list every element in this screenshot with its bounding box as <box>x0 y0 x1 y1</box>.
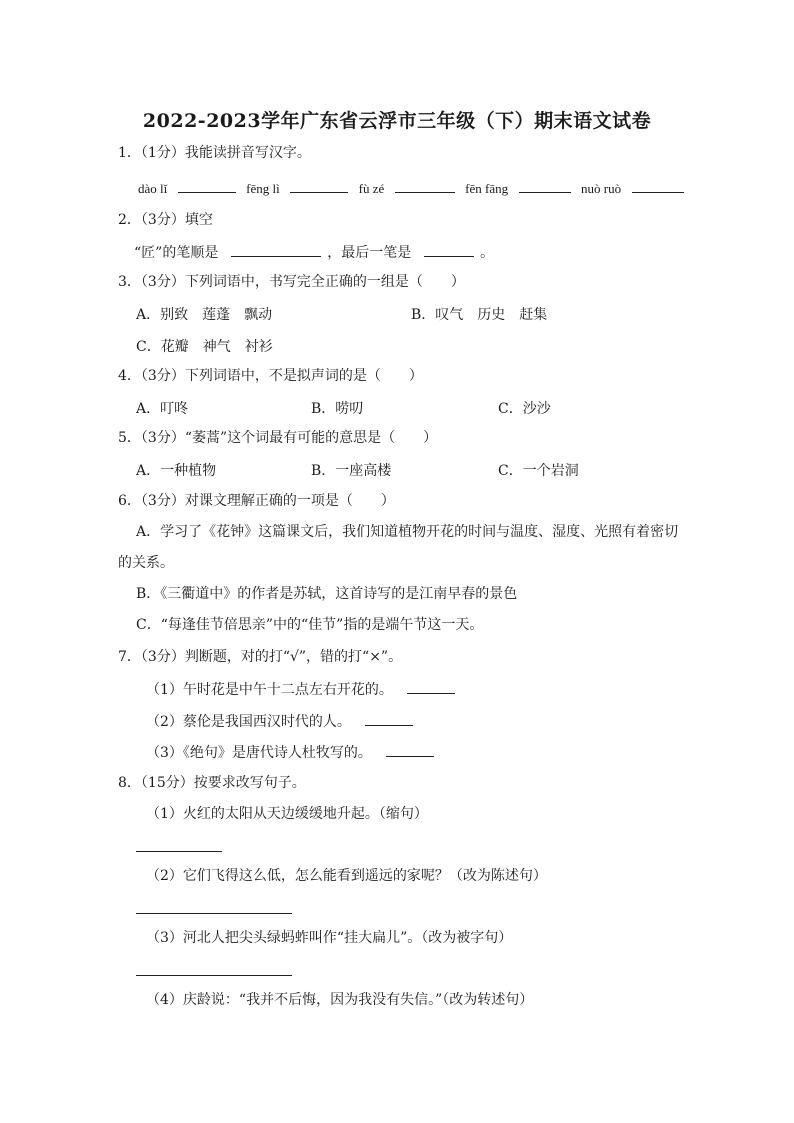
question-4-option-a[interactable]: A．叮咚 <box>136 401 189 417</box>
question-2-text-b: ，最后一笔是 <box>327 245 412 261</box>
answer-line[interactable] <box>136 974 292 976</box>
answer-blank[interactable] <box>386 742 434 757</box>
question-6-option-a[interactable]: A．学习了《花钟》这篇课文后，我们知道植物开花的时间与温度、湿度、光照有着密切 <box>136 524 679 540</box>
question-5-option-a[interactable]: A．一种植物 <box>136 463 217 479</box>
question-8-item-1: （1）火红的太阳从天边缓缓地升起。（缩句） <box>146 806 428 822</box>
answer-blank[interactable] <box>178 178 236 193</box>
question-3-option-c[interactable]: C．花瓣 神气 衬衫 <box>136 339 273 355</box>
question-7-item-3-text: （3）《绝句》是唐代诗人杜牧写的。 <box>146 745 372 761</box>
question-2-text-a: “匠”的笔顺是 <box>134 245 219 261</box>
page-title: 2022-2023学年广东省云浮市三年级（下）期末语文试卷 <box>142 110 652 132</box>
question-5-option-b[interactable]: B．一座高楼 <box>311 463 392 479</box>
question-5-option-c[interactable]: C．一个岩洞 <box>498 463 579 479</box>
pinyin-3: fù zé <box>358 181 385 196</box>
question-7-item-3 <box>146 742 434 763</box>
answer-blank[interactable] <box>395 178 455 193</box>
question-8-item-2: （2）它们飞得这么低，怎么能看到遥远的家呢？（改为陈述句） <box>146 868 547 884</box>
question-8-item-4: （4）庆龄说：“我并不后悔，因为我没有失信。”（改为转述句） <box>146 992 534 1008</box>
question-6-option-b[interactable]: B．《三衢道中》的作者是苏轼，这首诗写的是江南早春的景色 <box>136 586 518 602</box>
answer-blank[interactable] <box>290 178 348 193</box>
question-7-item-1 <box>146 679 455 700</box>
question-4-option-c[interactable]: C．沙沙 <box>498 401 551 417</box>
question-7-stem: 7．（3分）判断题，对的打“√”，错的打“×”。 <box>118 649 403 665</box>
pinyin-4: fēn fāng <box>465 181 509 196</box>
answer-blank[interactable] <box>424 242 474 257</box>
question-6-option-c[interactable]: C．“每逢佳节倍思亲”中的“佳节”指的是端午节这一天。 <box>136 617 484 633</box>
question-4-option-b[interactable]: B．唠叨 <box>311 401 364 417</box>
question-3-option-b[interactable]: B．叹气 历史 赶集 <box>411 307 548 323</box>
question-3-option-a[interactable]: A．别致 莲蓬 飘动 <box>136 307 273 323</box>
question-7-item-2-text: （2）蔡伦是我国西汉时代的人。 <box>146 714 351 730</box>
question-8-stem: 8．（15分）按要求改写句子。 <box>118 775 306 791</box>
question-2-text-c: 。 <box>480 245 495 261</box>
answer-blank[interactable] <box>365 711 413 726</box>
question-6-option-a-cont: 的关系。 <box>118 555 174 571</box>
question-8-item-3: （3）河北人把尖头绿蚂蚱叫作“挂大扁儿”。（改为被字句） <box>146 930 513 946</box>
pinyin-1: dào lǐ <box>138 181 168 196</box>
question-2-stem: 2．（3分）填空 <box>118 212 213 228</box>
answer-blank[interactable] <box>231 242 321 257</box>
answer-line[interactable] <box>136 912 292 914</box>
question-4-stem: 4．（3分）下列词语中，不是拟声词的是（ ） <box>118 368 423 384</box>
pinyin-5: nuò ruò <box>581 181 622 196</box>
answer-line[interactable] <box>136 850 222 852</box>
answer-blank[interactable] <box>632 178 684 193</box>
question-3-stem: 3．（3分）下列词语中，书写完全正确的一组是（ ） <box>118 274 465 290</box>
question-1-stem: 1．（1分）我能读拼音写汉字。 <box>118 145 311 161</box>
answer-blank[interactable] <box>407 679 455 694</box>
pinyin-2: fēng lì <box>246 181 280 196</box>
question-6-stem: 6．（3分）对课文理解正确的一项是（ ） <box>118 493 395 509</box>
question-5-stem: 5．（3分）“萎蒿”这个词最有可能的意思是（ ） <box>118 430 438 446</box>
question-7-item-1-text: （1）午时花是中午十二点左右开花的。 <box>146 682 393 698</box>
question-1-pinyin-row <box>138 178 684 199</box>
question-2-fill-row <box>134 242 494 263</box>
question-7-item-2 <box>146 711 413 732</box>
answer-blank[interactable] <box>519 178 571 193</box>
